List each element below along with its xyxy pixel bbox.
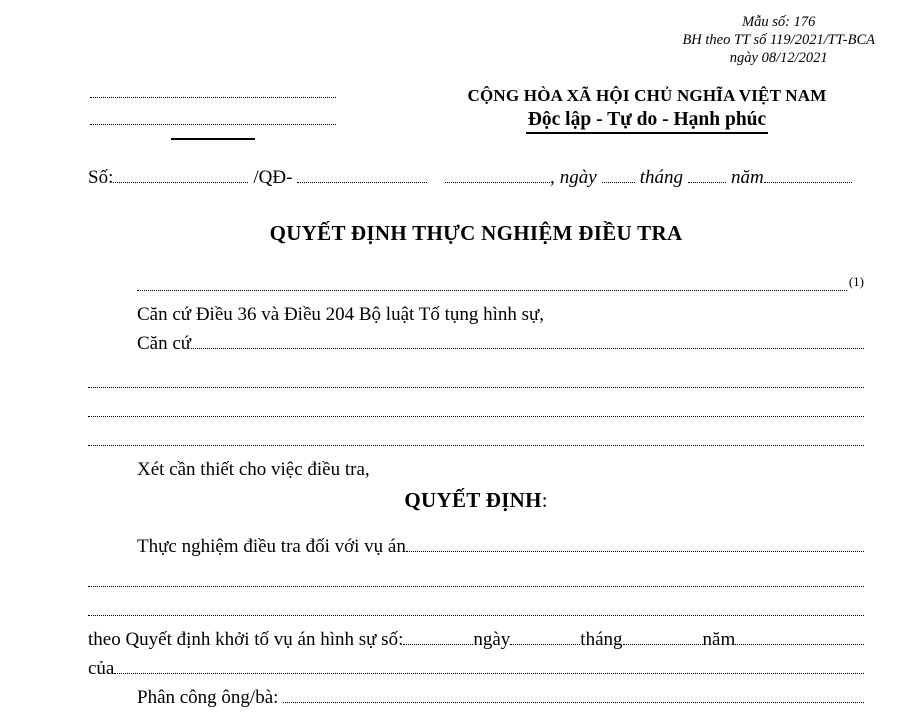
prosecution-prefix: theo Quyết định khởi tố vụ án hình sự số:	[88, 629, 404, 650]
prosecution-month-label: tháng	[580, 629, 623, 650]
assign-line	[88, 678, 864, 707]
document-body	[88, 266, 864, 707]
cua-label: của	[88, 658, 115, 679]
national-title: CỘNG HÒA XÃ HỘI CHỦ NGHĨA VIỆT NAM	[467, 86, 827, 105]
day-blank	[602, 182, 635, 183]
blank-4	[88, 586, 864, 587]
day-label: ngày	[559, 167, 597, 188]
place-comma: ,	[550, 167, 555, 188]
assign-label: Phân công ông/bà:	[137, 687, 284, 708]
doc-number-blank	[113, 182, 248, 183]
decision-heading-colon: :	[541, 487, 548, 512]
experiment-text: Thực nghiệm điều tra đối với vụ án	[137, 536, 406, 557]
year-label: năm	[730, 167, 764, 188]
consideration-text: Xét cần thiết cho việc điều tra,	[137, 459, 370, 480]
agency-name-blank	[90, 97, 336, 98]
prosecution-year-label: năm	[702, 629, 736, 650]
form-issue-date: ngày 08/12/2021	[729, 50, 828, 66]
cua-blank	[114, 673, 864, 674]
doc-number-suffix: /QĐ-	[253, 167, 293, 188]
blank-line-2	[88, 392, 864, 421]
prosecution-number-blank	[403, 644, 473, 645]
form-number: Mẫu số: 176	[742, 14, 816, 30]
form-stamp	[682, 13, 875, 67]
legal-basis-text: Căn cứ Điều 36 và Điều 204 Bộ luật Tố tụng hình sự,	[137, 304, 545, 325]
doc-number-line	[88, 160, 438, 187]
blank-line-3	[88, 421, 864, 450]
legal-basis-line	[88, 295, 864, 324]
agency-separator-line	[171, 138, 255, 140]
can-cu-label: Căn cứ	[137, 333, 192, 354]
footnote-ref: (1)	[848, 274, 864, 289]
can-cu-line	[88, 324, 864, 353]
issuer-blank-line	[88, 266, 864, 295]
blank-3	[88, 445, 864, 446]
decision-heading-line	[88, 481, 864, 519]
year-blank	[764, 182, 852, 183]
national-header	[437, 86, 857, 134]
month-label: tháng	[639, 167, 683, 188]
prosecution-month-blank	[623, 644, 703, 645]
prosecution-line	[88, 620, 864, 649]
blank-line-5	[88, 591, 864, 620]
blank-line-4	[88, 562, 864, 591]
prosecution-day-blank	[510, 644, 580, 645]
agency-unit-blank	[90, 124, 336, 125]
doc-number-label: Số:	[88, 167, 114, 188]
prosecution-year-blank	[735, 644, 864, 645]
place-date-line	[445, 160, 852, 187]
form-issued-by: BH theo TT số 119/2021/TT-BCA	[682, 32, 875, 48]
agency-block	[90, 97, 336, 140]
experiment-line	[88, 527, 864, 556]
decision-heading: QUYẾT ĐỊNH	[404, 487, 542, 512]
page-title: QUYẾT ĐỊNH THỰC NGHIỆM ĐIỀU TRA	[269, 221, 683, 245]
assign-name-blank	[283, 702, 864, 703]
month-blank	[688, 182, 726, 183]
national-motto: Độc lập - Tự do - Hạnh phúc	[526, 109, 768, 134]
blank-2	[88, 416, 864, 417]
place-blank	[445, 182, 550, 183]
cua-line	[88, 649, 864, 678]
can-cu-blank	[191, 348, 864, 349]
case-name-blank	[406, 551, 864, 552]
prosecution-day-label: ngày	[473, 629, 511, 650]
blank-line-1	[88, 363, 864, 392]
blank-1	[88, 387, 864, 388]
blank-5	[88, 615, 864, 616]
doc-number-agency-blank	[297, 182, 427, 183]
consideration-line	[88, 450, 864, 479]
issuer-blank	[137, 290, 847, 291]
